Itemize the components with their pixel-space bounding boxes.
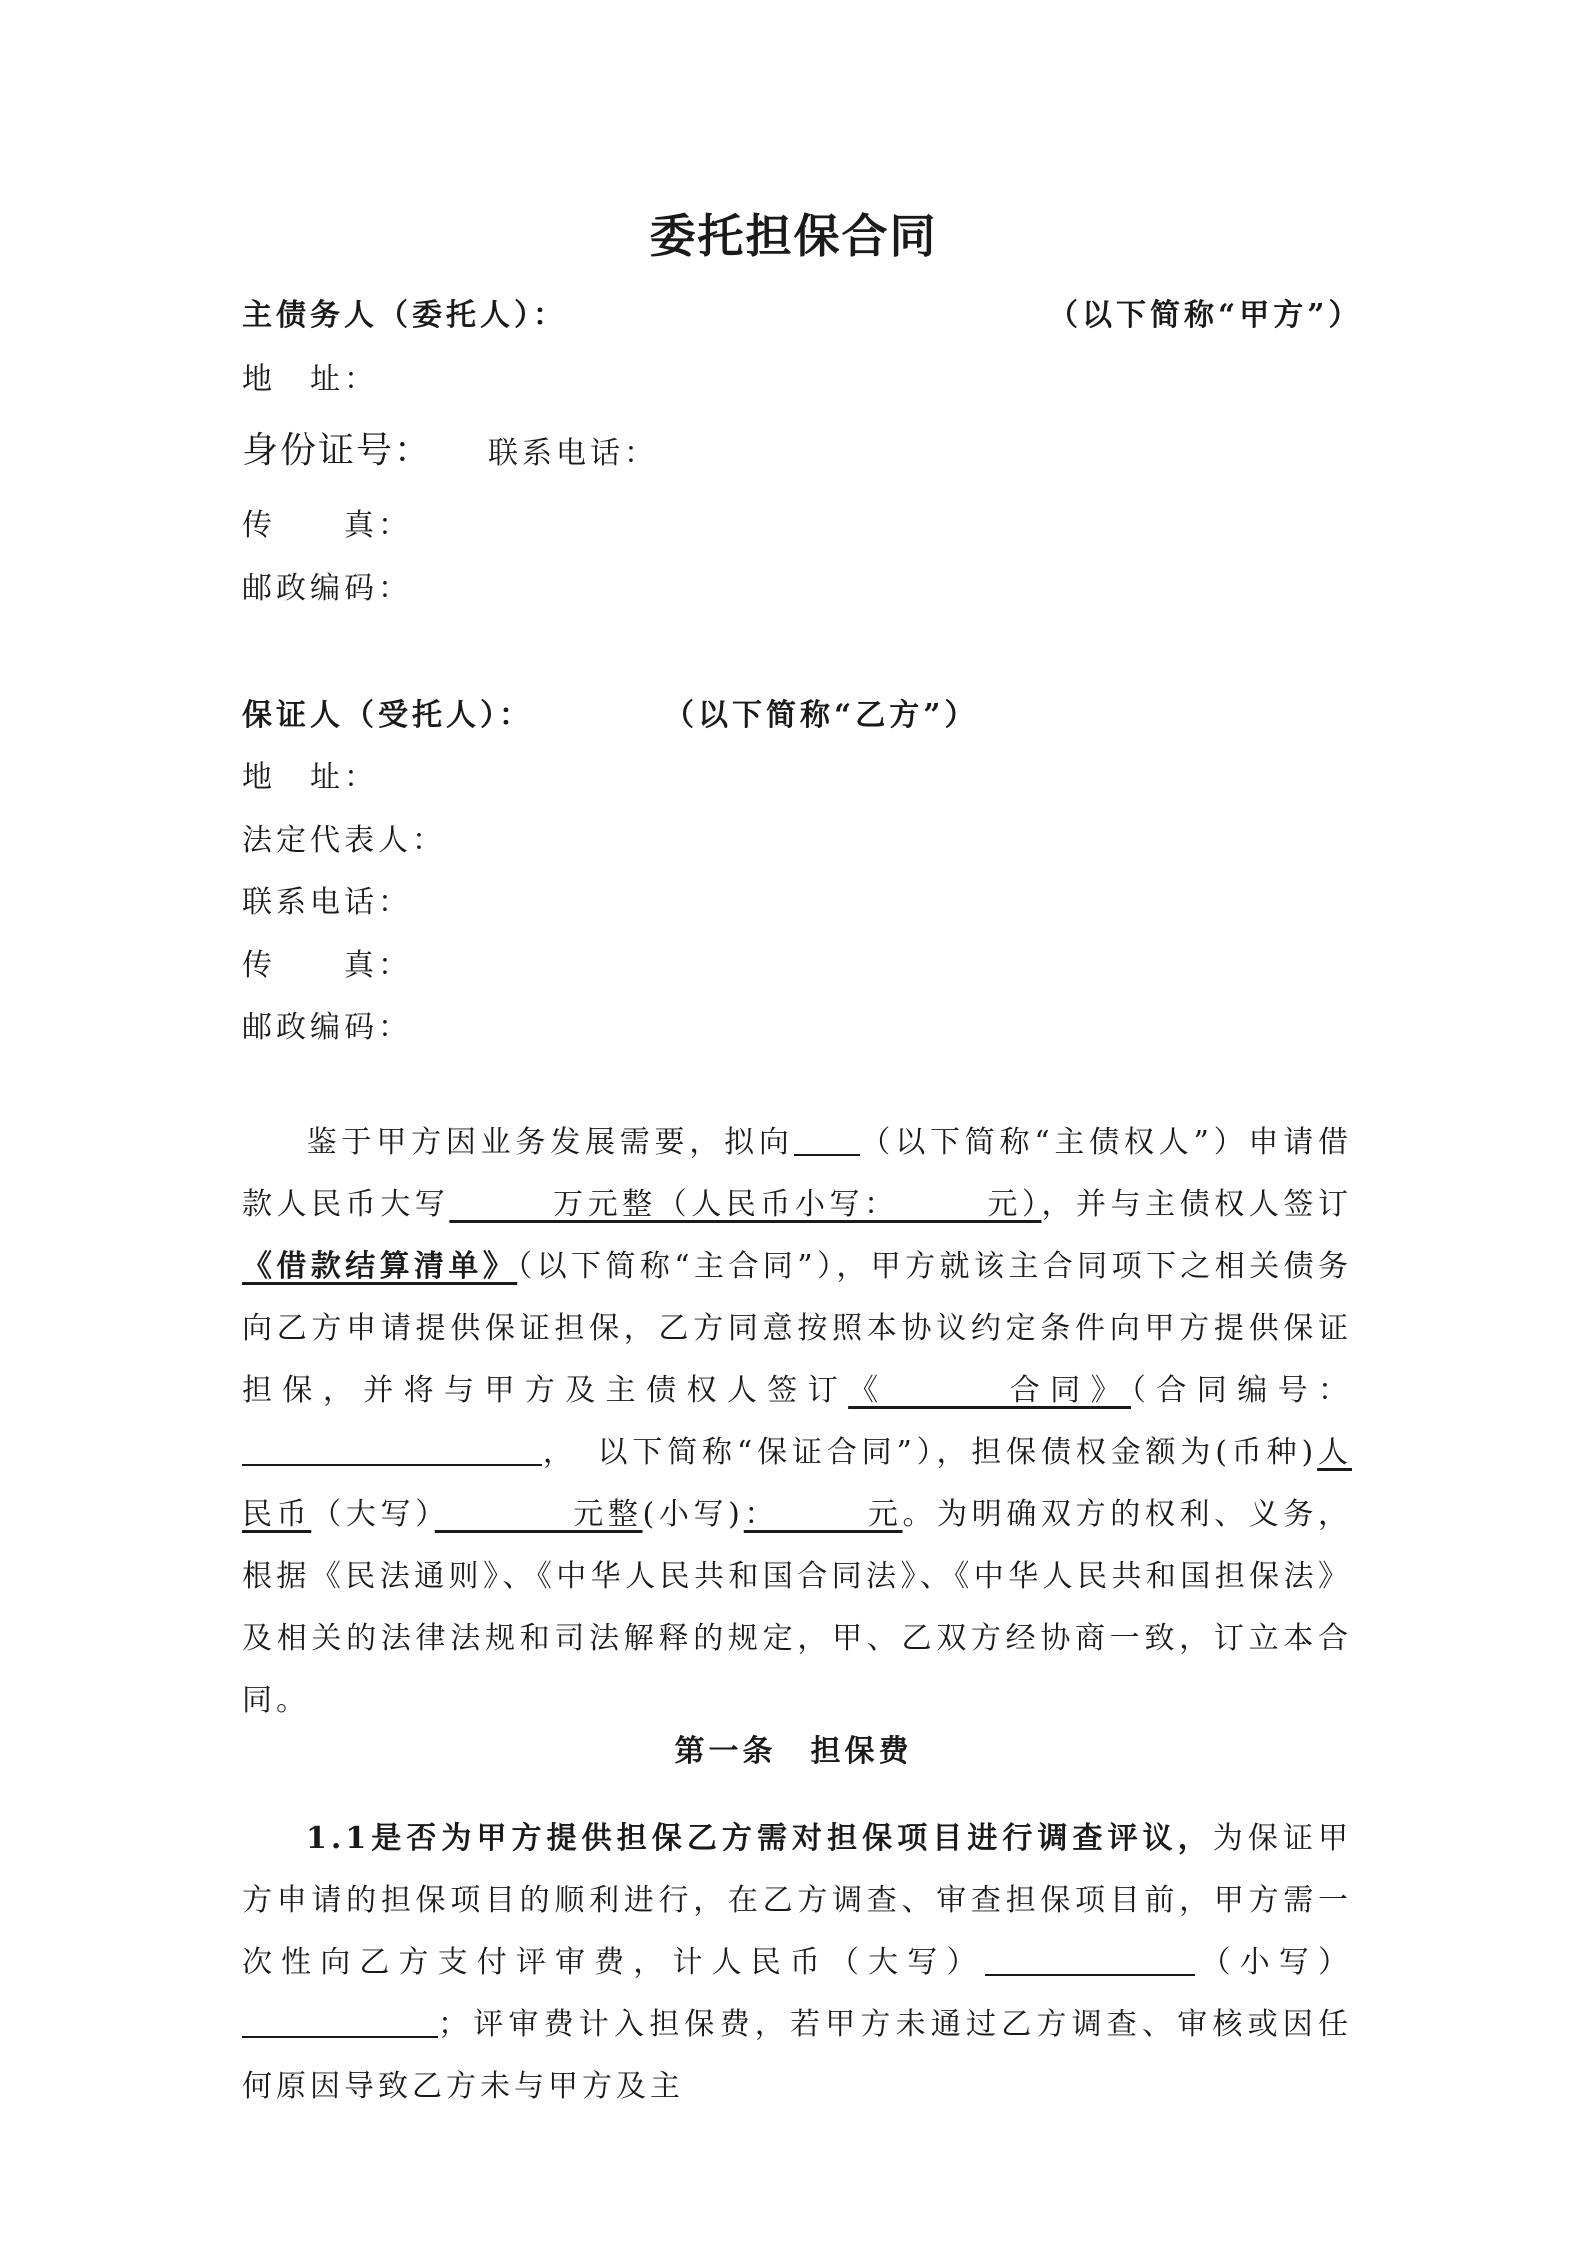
main-contract-name: 《借款结算清单》 bbox=[242, 1249, 518, 1284]
party-b-fax-label: 传 真： bbox=[242, 948, 412, 983]
party-a-postcode-label: 邮政编码： bbox=[242, 571, 412, 606]
article-1-1-lead: 1.1是否为甲方提供担保乙方需对担保项目进行调查评议， bbox=[306, 1821, 1213, 1856]
preamble-text-5: （合同编号： bbox=[1130, 1373, 1353, 1408]
preamble-text-2: （以下简称“主债权人”）申请借款人民币大写 bbox=[242, 1125, 1352, 1222]
review-fee-uppercase-blank bbox=[985, 1946, 1195, 1976]
preamble-text-6: ， 以下简称“保证合同”），担保债权金额为(币种) bbox=[542, 1435, 1318, 1470]
party-b-rep-label: 法定代表人： bbox=[242, 823, 446, 858]
party-b-address-label: 地 址： bbox=[242, 760, 378, 795]
amount-uppercase-blank: 元整 bbox=[434, 1497, 643, 1532]
amount-lowercase-blank: ： 元 bbox=[743, 1497, 903, 1532]
party-a-id-label: 身份证号： bbox=[242, 430, 433, 471]
guarantee-contract-name: 《 合同》 bbox=[848, 1373, 1131, 1408]
preamble-text-7: （大写） bbox=[311, 1497, 435, 1532]
preamble-text-3: ，并与主债权人签订 bbox=[1041, 1187, 1352, 1222]
article-1-1-text-1: 为保证甲方申请的担保项目的顺利进行，在乙方调查、审查担保项目前，甲方需一次性向乙方支付评审费，计人民币（大写） bbox=[242, 1821, 1352, 1980]
preamble-text-1: 鉴于甲方因业务发展需要，拟向 bbox=[306, 1125, 794, 1160]
article-1-heading: 第一条 担保费 bbox=[674, 1734, 913, 1769]
article-1-paragraph bbox=[242, 1808, 1352, 2118]
party-a-name-label: 主债务人（委托人）： bbox=[242, 298, 567, 333]
party-a-short-name: （以下简称“甲方”） bbox=[1048, 298, 1363, 333]
contract-number-blank bbox=[242, 1436, 542, 1466]
party-a-phone-label: 联系电话： bbox=[488, 436, 658, 471]
lender-blank bbox=[794, 1126, 860, 1156]
party-b-phone-label: 联系电话： bbox=[242, 885, 412, 920]
loan-amount-blank: 万元整（人民币小写： 元） bbox=[449, 1187, 1042, 1222]
currency-value: 人民币 bbox=[242, 1435, 1352, 1532]
article-1-1-text-3: ；评审费计入担保费，若甲方未通过乙方调查、审核或因任何原因导致乙方未与甲方及主 bbox=[242, 2007, 1352, 2104]
article-1-1-text-2: （小写） bbox=[1195, 1945, 1353, 1980]
preamble-paragraph bbox=[242, 1112, 1352, 1732]
review-fee-lowercase-blank bbox=[242, 2008, 438, 2038]
party-b-name-label: 保证人（受托人）： bbox=[242, 698, 533, 733]
party-a-fax-label: 传 真： bbox=[242, 508, 412, 543]
document-title: 委托担保合同 bbox=[649, 209, 938, 263]
preamble-text-9: 。为明确双方的权利、义务，根据《民法通则》、《中华人民共和国合同法》、《中华人民共和国担保法》及相关的法律法规和司法解释的规定，甲、乙双方经协商一致，订立本合同。 bbox=[242, 1497, 1353, 1718]
party-b-postcode-label: 邮政编码： bbox=[242, 1010, 412, 1045]
preamble-text-8: (小写) bbox=[642, 1497, 744, 1532]
party-a-address-label: 地 址： bbox=[242, 362, 378, 397]
preamble-text-4: （以下简称“主合同”），甲方就该主合同项下之相关债务向乙方申请提供保证担保，乙方同意按照本协议约定条件向甲方提供保证担保，并将与甲方及主债权人签订 bbox=[242, 1249, 1352, 1408]
party-b-short-name: （以下简称“乙方”） bbox=[664, 698, 979, 733]
